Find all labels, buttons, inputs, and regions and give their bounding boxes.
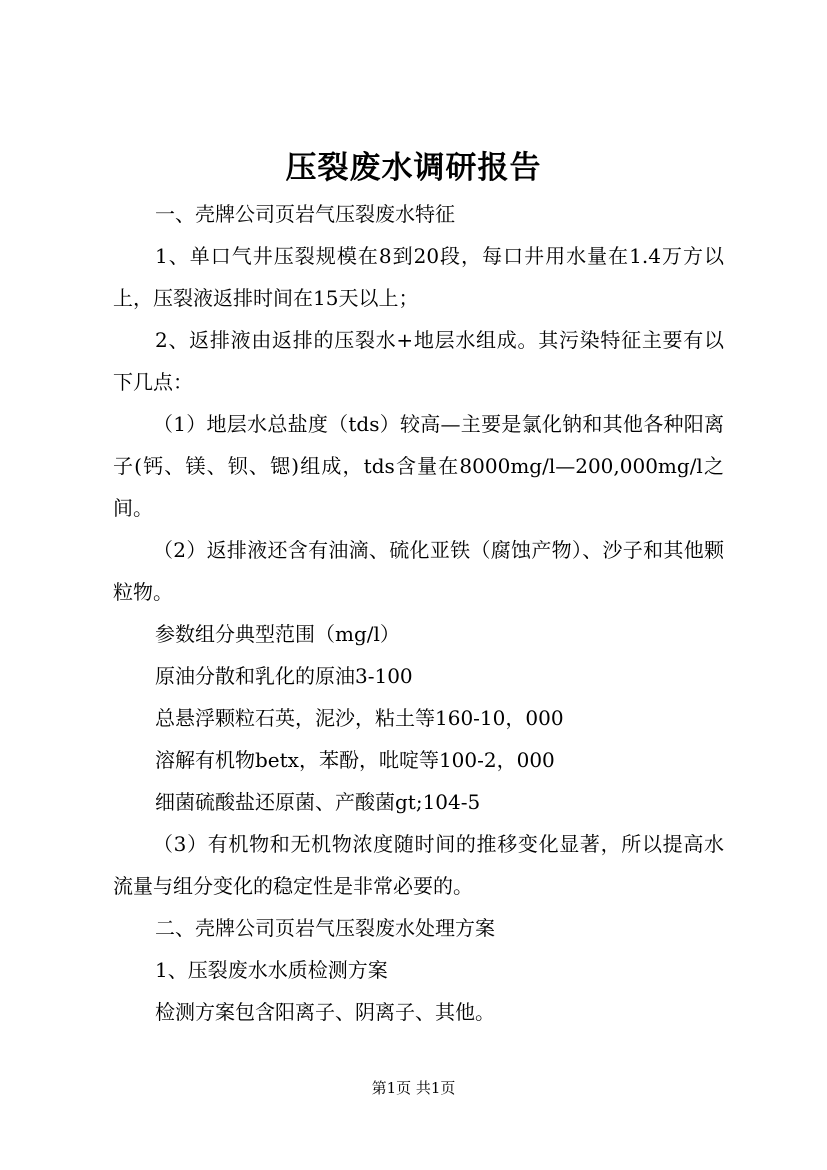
paragraph-sub-3: （3）有机物和无机物浓度随时间的推移变化显著，所以提高水流量与组分变化的稳定性是非常必要的。 [113,832,724,898]
parameter-row: 溶解有机物betx，苯酚，吡啶等100-2，000 [155,748,555,772]
paragraph-item-4: 检测方案包含阳离子、阴离子、其他。 [155,1000,495,1024]
section-heading-2: 二、壳牌公司页岩气压裂废水处理方案 [155,916,495,940]
section-heading-1: 一、壳牌公司页岩气压裂废水特征 [155,202,455,226]
page-title: 压裂废水调研报告 [285,150,542,186]
parameter-row: 总悬浮颗粒石英，泥沙，粘土等160-10，000 [155,706,564,730]
parameter-table-header: 参数组分典型范围（mg/l） [155,622,400,646]
paragraph-sub-2: （2）返排液还含有油滴、硫化亚铁（腐蚀产物）、沙子和其他颗粒物。 [113,538,724,604]
page-footer: 第1页 共1页 [371,1079,456,1097]
parameter-row: 细菌硫酸盐还原菌、产酸菌gt;104-5 [155,790,481,814]
document-body [113,193,724,1033]
paragraph-item-1: 1、单口气井压裂规模在8到20段，每口井用水量在1.4万方以上，压裂液返排时间在15天以上； [113,244,724,310]
parameter-row: 原油分散和乳化的原油3-100 [155,664,413,688]
paragraph-sub-1: （1）地层水总盐度（tds）较高—主要是氯化钠和其他各种阳离子(钙、镁、钡、锶)组成，tds含量在8000mg/l—200,000mg/l之间。 [113,412,724,520]
paragraph-item-2: 2、返排液由返排的压裂水+地层水组成。其污染特征主要有以下几点： [113,328,724,394]
paragraph-item-3: 1、压裂废水水质检测方案 [155,958,388,982]
